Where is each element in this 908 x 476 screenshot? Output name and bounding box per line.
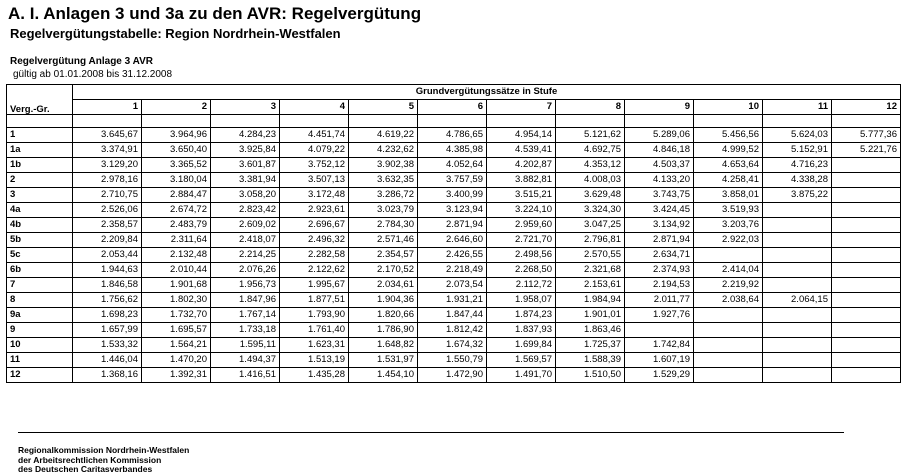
grade-cell: 9 bbox=[7, 323, 73, 338]
salary-cell: 1.756,62 bbox=[73, 293, 142, 308]
salary-cell: 2.674,72 bbox=[142, 203, 211, 218]
salary-cell: 1.995,67 bbox=[280, 278, 349, 293]
table-row bbox=[7, 368, 901, 383]
salary-cell: 3.752,12 bbox=[280, 158, 349, 173]
salary-cell bbox=[832, 278, 901, 293]
salary-cell: 1.767,14 bbox=[211, 308, 280, 323]
salary-cell: 3.172,48 bbox=[280, 188, 349, 203]
salary-cell: 2.526,06 bbox=[73, 203, 142, 218]
salary-cell: 1.699,84 bbox=[487, 338, 556, 353]
salary-cell: 4.999,52 bbox=[694, 143, 763, 158]
salary-cell: 3.286,72 bbox=[349, 188, 418, 203]
salary-cell: 4.258,41 bbox=[694, 173, 763, 188]
salary-cell: 3.374,91 bbox=[73, 143, 142, 158]
salary-cell: 1.368,16 bbox=[73, 368, 142, 383]
salary-cell: 1.533,32 bbox=[73, 338, 142, 353]
empty-cell bbox=[7, 115, 73, 128]
stufe-header-2: 2 bbox=[142, 100, 211, 115]
salary-cell bbox=[763, 263, 832, 278]
salary-cell bbox=[763, 368, 832, 383]
table-row bbox=[7, 188, 901, 203]
table-row bbox=[7, 218, 901, 233]
grade-cell: 6b bbox=[7, 263, 73, 278]
salary-cell: 2.132,48 bbox=[142, 248, 211, 263]
salary-cell: 3.925,84 bbox=[211, 143, 280, 158]
salary-cell: 2.710,75 bbox=[73, 188, 142, 203]
grade-cell: 7 bbox=[7, 278, 73, 293]
table-row bbox=[7, 278, 901, 293]
salary-cell: 1.863,46 bbox=[556, 323, 625, 338]
salary-cell bbox=[832, 158, 901, 173]
salary-cell: 3.757,59 bbox=[418, 173, 487, 188]
salary-cell: 2.884,47 bbox=[142, 188, 211, 203]
salary-cell: 5.456,56 bbox=[694, 128, 763, 143]
table-row bbox=[7, 293, 901, 308]
salary-cell: 3.629,48 bbox=[556, 188, 625, 203]
salary-cell bbox=[694, 338, 763, 353]
salary-cell: 4.008,03 bbox=[556, 173, 625, 188]
salary-cell: 3.123,94 bbox=[418, 203, 487, 218]
salary-cell: 1.695,57 bbox=[142, 323, 211, 338]
salary-cell: 3.902,38 bbox=[349, 158, 418, 173]
salary-cell: 2.209,84 bbox=[73, 233, 142, 248]
salary-cell bbox=[763, 353, 832, 368]
salary-cell: 4.079,22 bbox=[280, 143, 349, 158]
table-row bbox=[7, 308, 901, 323]
salary-cell: 4.954,14 bbox=[487, 128, 556, 143]
salary-cell: 1.470,20 bbox=[142, 353, 211, 368]
salary-cell: 2.634,71 bbox=[625, 248, 694, 263]
table-row bbox=[7, 128, 901, 143]
table-body bbox=[7, 115, 901, 383]
salary-cell: 3.047,25 bbox=[556, 218, 625, 233]
salary-cell: 1.958,07 bbox=[487, 293, 556, 308]
salary-cell bbox=[763, 278, 832, 293]
salary-cell bbox=[763, 323, 832, 338]
salary-cell bbox=[832, 188, 901, 203]
salary-cell: 2.923,61 bbox=[280, 203, 349, 218]
table-row bbox=[7, 173, 901, 188]
salary-cell: 2.011,77 bbox=[625, 293, 694, 308]
salary-cell: 3.023,79 bbox=[349, 203, 418, 218]
stufe-header-12: 12 bbox=[832, 100, 901, 115]
grade-cell: 1a bbox=[7, 143, 73, 158]
salary-cell: 2.219,92 bbox=[694, 278, 763, 293]
footer-divider bbox=[18, 432, 844, 433]
salary-cell: 2.064,15 bbox=[763, 293, 832, 308]
salary-cell: 1.847,96 bbox=[211, 293, 280, 308]
salary-cell: 2.010,44 bbox=[142, 263, 211, 278]
salary-cell: 1.657,99 bbox=[73, 323, 142, 338]
grade-cell: 2 bbox=[7, 173, 73, 188]
salary-cell: 1.564,21 bbox=[142, 338, 211, 353]
salary-cell: 5.221,76 bbox=[832, 143, 901, 158]
salary-cell: 4.692,75 bbox=[556, 143, 625, 158]
table-row bbox=[7, 323, 901, 338]
page-subtitle: Regelvergütungstabelle: Region Nordrhein-Westfalen bbox=[10, 26, 341, 41]
table-row bbox=[7, 353, 901, 368]
salary-cell: 5.121,62 bbox=[556, 128, 625, 143]
salary-cell: 1.984,94 bbox=[556, 293, 625, 308]
grade-cell: 8 bbox=[7, 293, 73, 308]
salary-table bbox=[6, 84, 901, 383]
salary-cell: 1.446,04 bbox=[73, 353, 142, 368]
salary-cell: 1.877,51 bbox=[280, 293, 349, 308]
salary-cell: 1.956,73 bbox=[211, 278, 280, 293]
salary-cell: 2.414,04 bbox=[694, 263, 763, 278]
salary-cell: 2.282,58 bbox=[280, 248, 349, 263]
salary-cell: 2.609,02 bbox=[211, 218, 280, 233]
validity-note: gültig ab 01.01.2008 bis 31.12.2008 bbox=[13, 69, 173, 80]
salary-cell: 2.823,42 bbox=[211, 203, 280, 218]
salary-cell: 1.494,37 bbox=[211, 353, 280, 368]
salary-cell: 2.922,03 bbox=[694, 233, 763, 248]
salary-cell: 4.786,65 bbox=[418, 128, 487, 143]
salary-cell: 3.875,22 bbox=[763, 188, 832, 203]
salary-cell: 5.624,03 bbox=[763, 128, 832, 143]
salary-cell: 1.531,97 bbox=[349, 353, 418, 368]
salary-cell: 3.058,20 bbox=[211, 188, 280, 203]
salary-cell: 1.927,76 bbox=[625, 308, 694, 323]
salary-cell: 1.846,58 bbox=[73, 278, 142, 293]
salary-cell: 1.732,70 bbox=[142, 308, 211, 323]
salary-cell: 2.214,25 bbox=[211, 248, 280, 263]
salary-cell bbox=[832, 338, 901, 353]
salary-cell: 2.796,81 bbox=[556, 233, 625, 248]
empty-cell bbox=[142, 115, 211, 128]
salary-cell: 4.539,41 bbox=[487, 143, 556, 158]
salary-cell: 1.529,29 bbox=[625, 368, 694, 383]
spacer-row bbox=[7, 115, 901, 128]
salary-cell: 3.515,21 bbox=[487, 188, 556, 203]
salary-cell: 5.152,91 bbox=[763, 143, 832, 158]
salary-cell: 4.846,18 bbox=[625, 143, 694, 158]
salary-cell: 2.498,56 bbox=[487, 248, 556, 263]
salary-cell bbox=[763, 218, 832, 233]
empty-cell bbox=[349, 115, 418, 128]
salary-cell: 4.133,20 bbox=[625, 173, 694, 188]
salary-cell bbox=[832, 308, 901, 323]
salary-cell: 2.073,54 bbox=[418, 278, 487, 293]
salary-cell: 2.871,94 bbox=[625, 233, 694, 248]
salary-cell: 1.454,10 bbox=[349, 368, 418, 383]
salary-cell: 3.858,01 bbox=[694, 188, 763, 203]
empty-cell bbox=[280, 115, 349, 128]
salary-cell: 2.354,57 bbox=[349, 248, 418, 263]
stufe-header-8: 8 bbox=[556, 100, 625, 115]
salary-cell: 2.170,52 bbox=[349, 263, 418, 278]
salary-cell: 2.053,44 bbox=[73, 248, 142, 263]
salary-cell: 4.451,74 bbox=[280, 128, 349, 143]
salary-cell: 1.416,51 bbox=[211, 368, 280, 383]
salary-cell: 1.901,01 bbox=[556, 308, 625, 323]
salary-cell: 2.496,32 bbox=[280, 233, 349, 248]
grade-cell: 11 bbox=[7, 353, 73, 368]
salary-cell: 2.122,62 bbox=[280, 263, 349, 278]
grade-cell: 5b bbox=[7, 233, 73, 248]
salary-cell: 3.601,87 bbox=[211, 158, 280, 173]
salary-cell: 1.901,68 bbox=[142, 278, 211, 293]
salary-cell bbox=[832, 248, 901, 263]
salary-cell: 3.400,99 bbox=[418, 188, 487, 203]
salary-cell: 1.847,44 bbox=[418, 308, 487, 323]
salary-cell: 1.944,63 bbox=[73, 263, 142, 278]
section-heading: Regelvergütung Anlage 3 AVR bbox=[10, 56, 153, 67]
salary-cell bbox=[694, 248, 763, 263]
salary-cell bbox=[763, 338, 832, 353]
salary-cell: 2.696,67 bbox=[280, 218, 349, 233]
salary-cell: 1.392,31 bbox=[142, 368, 211, 383]
salary-cell: 3.224,10 bbox=[487, 203, 556, 218]
table-row bbox=[7, 203, 901, 218]
salary-cell: 1.793,90 bbox=[280, 308, 349, 323]
salary-cell: 4.503,37 bbox=[625, 158, 694, 173]
salary-cell bbox=[832, 203, 901, 218]
stufe-header-3: 3 bbox=[211, 100, 280, 115]
salary-cell: 2.426,55 bbox=[418, 248, 487, 263]
salary-cell bbox=[763, 308, 832, 323]
grade-cell: 5c bbox=[7, 248, 73, 263]
salary-cell: 1.931,21 bbox=[418, 293, 487, 308]
salary-cell: 2.112,72 bbox=[487, 278, 556, 293]
salary-cell: 3.129,20 bbox=[73, 158, 142, 173]
salary-cell: 3.519,93 bbox=[694, 203, 763, 218]
salary-cell: 2.034,61 bbox=[349, 278, 418, 293]
salary-cell: 1.761,40 bbox=[280, 323, 349, 338]
salary-cell: 4.619,22 bbox=[349, 128, 418, 143]
salary-cell: 4.052,64 bbox=[418, 158, 487, 173]
salary-cell: 3.882,81 bbox=[487, 173, 556, 188]
salary-cell bbox=[832, 173, 901, 188]
empty-cell bbox=[487, 115, 556, 128]
salary-cell: 3.507,13 bbox=[280, 173, 349, 188]
grade-cell: 1 bbox=[7, 128, 73, 143]
salary-cell bbox=[763, 248, 832, 263]
empty-cell bbox=[694, 115, 763, 128]
salary-cell: 3.632,35 bbox=[349, 173, 418, 188]
grade-cell: 1b bbox=[7, 158, 73, 173]
salary-cell: 1.725,37 bbox=[556, 338, 625, 353]
empty-cell bbox=[763, 115, 832, 128]
salary-cell: 1.595,11 bbox=[211, 338, 280, 353]
salary-cell: 2.784,30 bbox=[349, 218, 418, 233]
salary-cell bbox=[832, 218, 901, 233]
table-row bbox=[7, 263, 901, 278]
salary-cell bbox=[694, 353, 763, 368]
table-row bbox=[7, 158, 901, 173]
salary-cell: 1.837,93 bbox=[487, 323, 556, 338]
header-row-group bbox=[7, 85, 901, 100]
salary-cell: 2.959,60 bbox=[487, 218, 556, 233]
salary-cell: 1.588,39 bbox=[556, 353, 625, 368]
salary-cell: 2.721,70 bbox=[487, 233, 556, 248]
salary-cell: 5.289,06 bbox=[625, 128, 694, 143]
salary-cell bbox=[694, 308, 763, 323]
salary-cell: 1.569,57 bbox=[487, 353, 556, 368]
grade-cell: 4a bbox=[7, 203, 73, 218]
salary-cell: 3.381,94 bbox=[211, 173, 280, 188]
salary-cell: 4.338,28 bbox=[763, 173, 832, 188]
salary-cell: 1.623,31 bbox=[280, 338, 349, 353]
salary-cell: 2.418,07 bbox=[211, 233, 280, 248]
grade-cell: 9a bbox=[7, 308, 73, 323]
salary-cell: 1.874,23 bbox=[487, 308, 556, 323]
salary-cell: 2.646,60 bbox=[418, 233, 487, 248]
salary-cell bbox=[832, 368, 901, 383]
empty-cell bbox=[556, 115, 625, 128]
grade-cell: 10 bbox=[7, 338, 73, 353]
salary-cell: 1.435,28 bbox=[280, 368, 349, 383]
salary-cell bbox=[832, 323, 901, 338]
salary-cell: 2.483,79 bbox=[142, 218, 211, 233]
salary-cell: 1.802,30 bbox=[142, 293, 211, 308]
grade-cell: 4b bbox=[7, 218, 73, 233]
salary-cell: 3.180,04 bbox=[142, 173, 211, 188]
empty-cell bbox=[418, 115, 487, 128]
salary-cell: 2.076,26 bbox=[211, 263, 280, 278]
salary-cell bbox=[694, 368, 763, 383]
salary-cell: 2.358,57 bbox=[73, 218, 142, 233]
salary-cell: 3.134,92 bbox=[625, 218, 694, 233]
salary-cell: 3.743,75 bbox=[625, 188, 694, 203]
salary-cell: 4.284,23 bbox=[211, 128, 280, 143]
salary-cell: 2.038,64 bbox=[694, 293, 763, 308]
salary-cell: 1.904,36 bbox=[349, 293, 418, 308]
empty-cell bbox=[73, 115, 142, 128]
grade-column-header: Verg.-Gr. bbox=[7, 85, 73, 115]
salary-cell bbox=[625, 323, 694, 338]
salary-cell: 5.777,36 bbox=[832, 128, 901, 143]
footer-issuer bbox=[18, 446, 189, 475]
salary-cell: 2.374,93 bbox=[625, 263, 694, 278]
salary-cell: 1.648,82 bbox=[349, 338, 418, 353]
salary-cell: 1.733,18 bbox=[211, 323, 280, 338]
salary-cell: 1.812,42 bbox=[418, 323, 487, 338]
table-row bbox=[7, 338, 901, 353]
stufe-header-9: 9 bbox=[625, 100, 694, 115]
salary-cell: 1.510,50 bbox=[556, 368, 625, 383]
stufe-header-4: 4 bbox=[280, 100, 349, 115]
salary-cell bbox=[763, 203, 832, 218]
page-title: A. I. Anlagen 3 und 3a zu den AVR: Regelvergütung bbox=[8, 4, 422, 23]
empty-cell bbox=[625, 115, 694, 128]
salary-cell: 3.324,30 bbox=[556, 203, 625, 218]
salary-cell: 1.550,79 bbox=[418, 353, 487, 368]
salary-cell: 4.202,87 bbox=[487, 158, 556, 173]
salary-cell: 1.786,90 bbox=[349, 323, 418, 338]
footer-line-3: des Deutschen Caritasverbandes bbox=[18, 464, 153, 474]
salary-cell: 3.203,76 bbox=[694, 218, 763, 233]
stufe-header-7: 7 bbox=[487, 100, 556, 115]
salary-cell: 3.424,45 bbox=[625, 203, 694, 218]
table-header bbox=[7, 85, 901, 115]
stufe-header-10: 10 bbox=[694, 100, 763, 115]
salary-cell: 1.742,84 bbox=[625, 338, 694, 353]
salary-cell: 2.268,50 bbox=[487, 263, 556, 278]
salary-cell: 2.978,16 bbox=[73, 173, 142, 188]
footer-line-1: Regionalkommission Nordrhein-Westfalen bbox=[18, 445, 190, 455]
salary-cell: 1.698,23 bbox=[73, 308, 142, 323]
salary-cell: 1.513,19 bbox=[280, 353, 349, 368]
stufe-header-11: 11 bbox=[763, 100, 832, 115]
salary-cell bbox=[694, 323, 763, 338]
empty-cell bbox=[832, 115, 901, 128]
salary-cell: 3.964,96 bbox=[142, 128, 211, 143]
salary-cell: 1.607,19 bbox=[625, 353, 694, 368]
grade-cell: 12 bbox=[7, 368, 73, 383]
stufe-header-5: 5 bbox=[349, 100, 418, 115]
salary-cell: 4.653,64 bbox=[694, 158, 763, 173]
empty-cell bbox=[211, 115, 280, 128]
salary-cell: 4.716,23 bbox=[763, 158, 832, 173]
salary-cell: 1.820,66 bbox=[349, 308, 418, 323]
salary-cell: 4.232,62 bbox=[349, 143, 418, 158]
salary-cell bbox=[763, 233, 832, 248]
footer-line-2: der Arbeitsrechtlichen Kommission bbox=[18, 454, 162, 465]
salary-cell: 1.674,32 bbox=[418, 338, 487, 353]
salary-cell bbox=[832, 353, 901, 368]
stufe-group-header: Grundvergütungssätze in Stufe bbox=[73, 85, 901, 100]
salary-cell: 2.871,94 bbox=[418, 218, 487, 233]
salary-cell: 2.311,64 bbox=[142, 233, 211, 248]
table-row bbox=[7, 248, 901, 263]
salary-cell: 3.650,40 bbox=[142, 143, 211, 158]
salary-cell: 2.194,53 bbox=[625, 278, 694, 293]
grade-cell: 3 bbox=[7, 188, 73, 203]
salary-cell: 3.365,52 bbox=[142, 158, 211, 173]
salary-cell: 2.321,68 bbox=[556, 263, 625, 278]
salary-cell: 4.385,98 bbox=[418, 143, 487, 158]
salary-cell bbox=[832, 233, 901, 248]
stufe-header-1: 1 bbox=[73, 100, 142, 115]
salary-cell bbox=[832, 263, 901, 278]
salary-cell: 2.570,55 bbox=[556, 248, 625, 263]
stufe-header-6: 6 bbox=[418, 100, 487, 115]
salary-cell: 4.353,12 bbox=[556, 158, 625, 173]
salary-cell: 2.153,61 bbox=[556, 278, 625, 293]
salary-cell bbox=[832, 293, 901, 308]
salary-cell: 3.645,67 bbox=[73, 128, 142, 143]
salary-cell: 1.472,90 bbox=[418, 368, 487, 383]
header-row-stufen bbox=[7, 100, 901, 115]
salary-cell: 1.491,70 bbox=[487, 368, 556, 383]
salary-cell: 2.218,49 bbox=[418, 263, 487, 278]
table-row bbox=[7, 233, 901, 248]
table-row bbox=[7, 143, 901, 158]
salary-cell: 2.571,46 bbox=[349, 233, 418, 248]
